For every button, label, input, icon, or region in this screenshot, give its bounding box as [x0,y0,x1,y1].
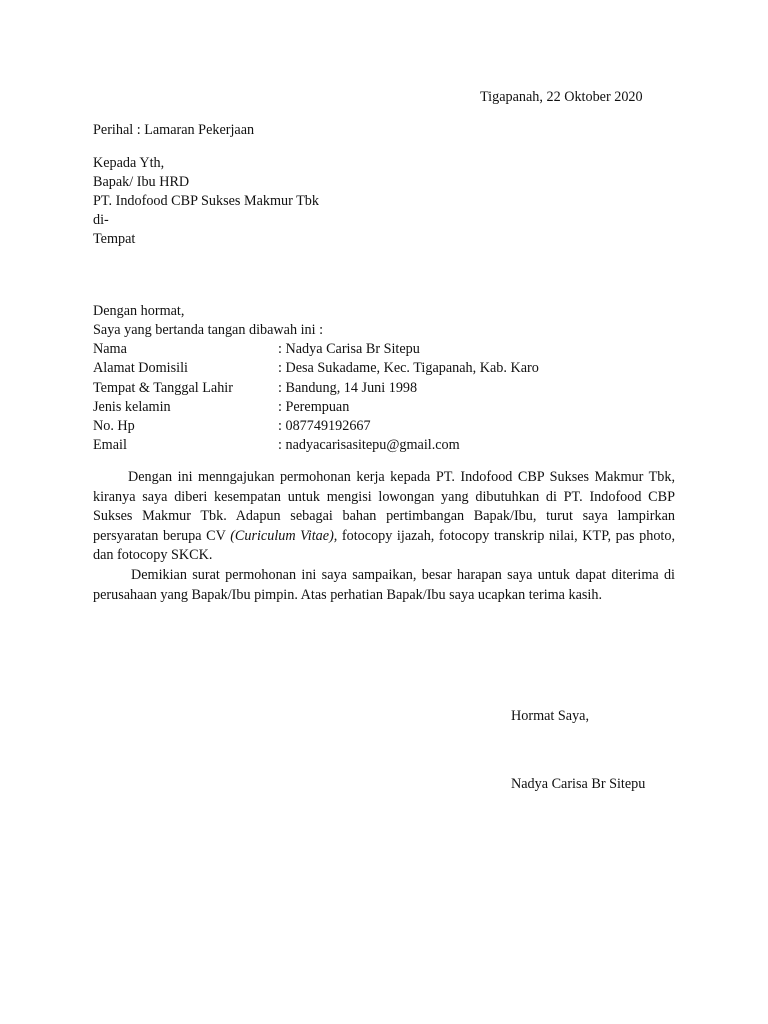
greeting: Dengan hormat, [93,303,185,319]
recipient-line: PT. Indofood CBP Sukses Makmur Tbk [93,193,319,209]
paragraph-italic-text: (Curiculum Vitae), [230,527,338,544]
detail-label: Tempat & Tanggal Lahir [93,379,233,396]
detail-value: : Bandung, 14 Juni 1998 [278,379,418,396]
body-paragraph-2: Demikian surat permohonan ini saya sampaikan, besar harapan saya untuk dapat diterima di perusahaan yang Bapak/Ibu pimpin. Atas perhatian Bapak/Ibu saya ucapkan terima kasih. [93,566,675,603]
recipient-line: di- [93,212,109,228]
recipient-block [93,154,319,249]
paragraph-text: Dengan ini menngajukan permohonan kerja kepada PT. Indofood CBP Sukses Makmur Tbk, kiranya saya diberi kesempatan untuk mengisi lowongan yang dibutuhkan di PT. Indofood CBP Sukses Makmur Tbk. Adapun sebagai bahan pertimbangan Bapak/Ibu, turut saya lampirkan persyaratan berupa CV [93,469,675,544]
detail-value: : nadyacarisasitepu@gmail.com [278,437,460,454]
recipient-line: Bapak/ Ibu HRD [93,174,190,190]
detail-label: Email [93,437,127,454]
detail-label: Nama [93,341,127,357]
signature-name: Nadya Carisa Br Sitepu [511,776,646,792]
detail-row [93,398,539,417]
recipient-line: Kepada Yth, [93,155,165,171]
detail-label: No. Hp [93,418,135,435]
body-paragraph-1 [93,468,675,566]
detail-label: Jenis kelamin [93,398,171,415]
applicant-details [93,340,539,456]
detail-row [93,436,539,455]
detail-row [93,417,539,436]
intro-line: Saya yang bertanda tangan dibawah ini : [93,322,324,338]
detail-value: : Desa Sukadame, Kec. Tigapanah, Kab. Karo [278,360,539,377]
detail-label: Alamat Domisili [93,360,188,377]
paragraph-text: fotocopy ijazah, fotocopy transkrip nilai, KTP, pas photo, dan fotocopy SKCK. [93,527,676,564]
recipient-line: Tempat [93,231,136,247]
detail-row [93,379,539,398]
letter-date: Tigapanah, 22 Oktober 2020 [480,89,643,105]
detail-value: : 087749192667 [278,418,371,435]
closing: Hormat Saya, [511,708,590,724]
detail-row [93,340,539,359]
letter-subject: Perihal : Lamaran Pekerjaan [93,122,255,138]
letter-body [93,468,675,605]
detail-value: : Perempuan [278,398,350,415]
detail-row [93,359,539,378]
detail-value: : Nadya Carisa Br Sitepu [278,341,420,357]
